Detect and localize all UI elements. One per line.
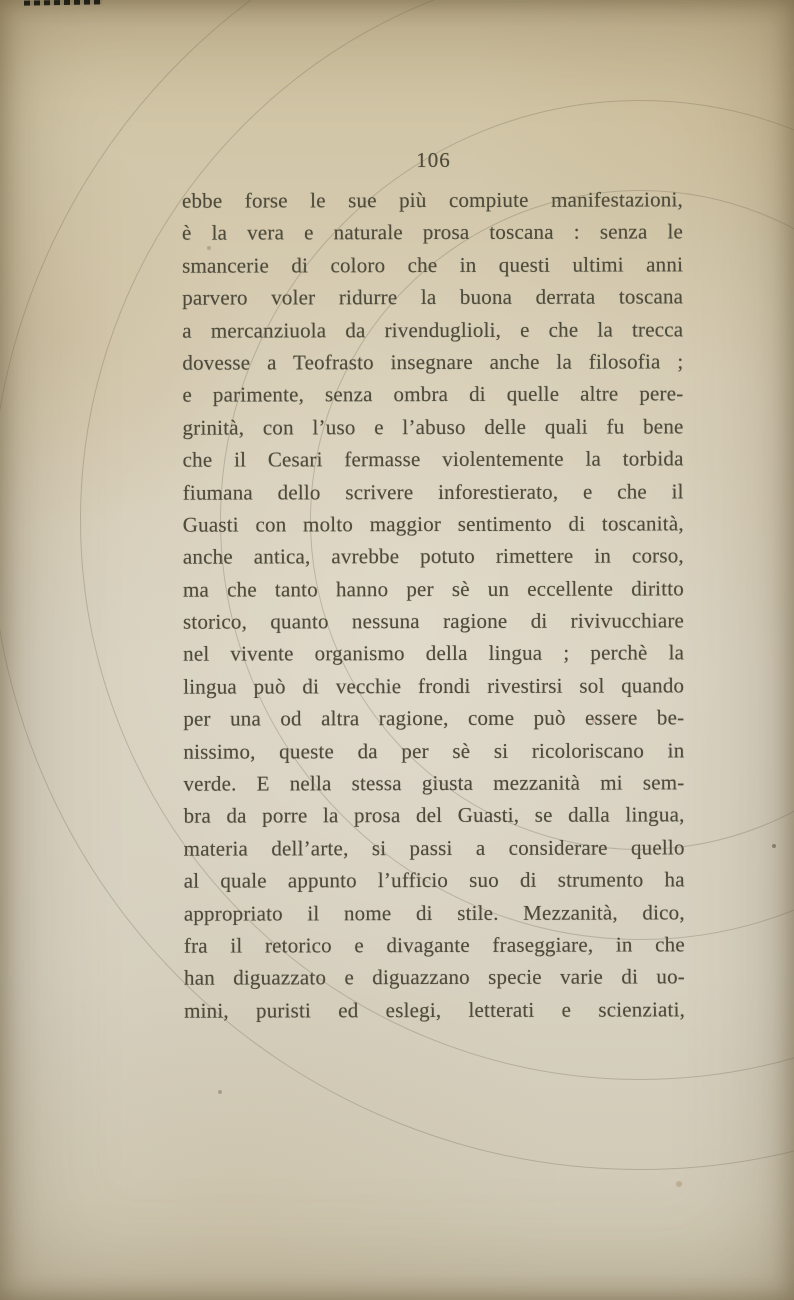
text-line: verde. E nella stessa giusta mezzanità mi sem- [183,770,685,796]
text-line: parvero voler ridurre la buona derrata toscana [182,284,684,310]
text-line: nel vivente organismo della lingua ; perchè la [183,640,685,667]
text-line: che il Cesari fermasse violentemente la torbida [182,446,684,472]
text-line: materia dell’arte, si passi a considerare quello [183,835,685,861]
text-line: fiumana dello scrivere inforestierato, e che il [182,478,684,505]
text-line: ma che tanto hanno per sè un eccellente diritto [182,576,684,602]
text-line: bra da porre la prosa del Guasti, se dalla lingua, [183,802,685,829]
text-line: per una od altra ragione, come può essere be- [183,705,685,731]
text-line: al quale appunto l’ufficio suo di strumento ha [183,867,685,893]
page-number: 106 [416,148,451,172]
text-line: storico, quanto nessuna ragione di rivivucchiare [183,608,685,634]
text-line: lingua può di vecchie frondi rivestirsi sol quando [183,673,685,699]
scan-edge-artifact [24,0,102,6]
text-line: ebbe forse le sue più compiute manifestazioni, [181,187,683,213]
text-line: Guasti con molto maggior sentimento di toscanità, [182,511,684,537]
text-line: anche antica, avrebbe potuto rimettere in corso, [182,543,684,569]
text-line: nissimo, queste da per sè si ricoloriscano in [183,737,685,764]
text-line: mini, puristi ed eslegi, letterati e scienziati, [184,997,686,1023]
text-line: han diguazzato e diguazzano specie varie di uo- [183,964,686,991]
text-line: appropriato il nome di stile. Mezzanità, dico, [183,899,685,926]
body-text [182,183,685,1026]
text-line: è la vera e naturale prosa toscana : senza le [181,219,684,246]
text-line: smancerie di coloro che in questi ultimi anni [182,252,684,278]
text-line: dovesse a Teofrasto insegnare anche la filosofia ; [182,349,684,375]
text-line: a mercanziuola da rivenduglioli, e che la trecca [182,316,684,343]
text-line: grinità, con l’uso e l’abuso delle quali fu bene [182,414,684,440]
foxing-specks [772,844,776,848]
text-line: fra il retorico e divagante fraseggiare, in che [183,932,685,958]
text-line: e parimente, senza ombra di quelle altre pere- [182,381,684,408]
